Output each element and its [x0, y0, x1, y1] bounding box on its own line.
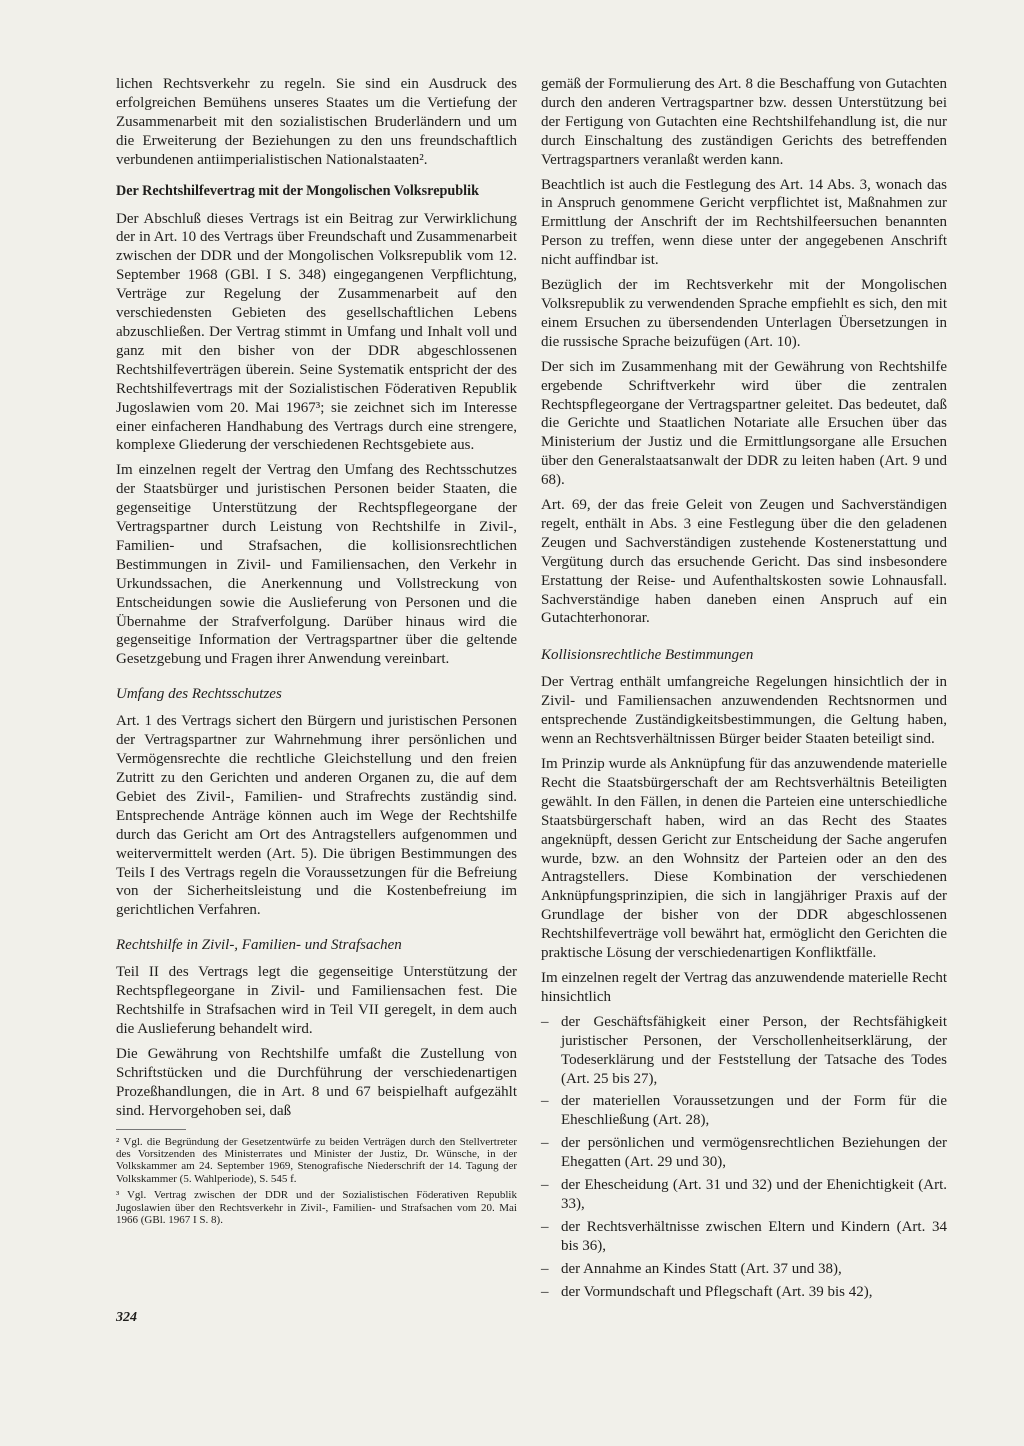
list-item: – der Vormundschaft und Pflegschaft (Art. 39 bis 42),: [541, 1283, 947, 1302]
subsection-heading: Kollisionsrechtliche Bestimmungen: [541, 647, 754, 664]
paragraph: lichen Rechtsverkehr zu regeln. Sie sind ein Ausdruck des erfolgreichen Bemühens unseres Staates um die Vertiefung der Zusammenarbeit mit den sozialistischen Bruderländern und um die Erweiterung der Beziehungen zu den uns freundschaftlich verbundenen antiimperialistischen Nationalstaaten².: [116, 76, 517, 168]
paragraph: Der sich im Zusammenhang mit der Gewährung von Rechtshilfe ergebende Schriftverkehr wird über die zentralen Rechtspflegeorgane der Vertragspartner geleitet. Das bedeutet, daß die Gerichte und Staatlichen Notariate alle Ersuchen über das Ministerium der Justiz und die Ermittlungsorgane alle Ersuchen über den Generalstaatsanwalt der DDR zu leiten haben (Art. 9 und 68).: [541, 358, 947, 489]
paragraph: Die Gewährung von Rechtshilfe umfaßt die Zustellung von Schriftstücken und die Durchführung der verschiedenartigen Prozeßhandlungen, die in Art. 8 und 67 beispielhaft aufgezählt sind. Hervorgehoben sei, daß: [116, 1045, 517, 1119]
right-column: [541, 75, 947, 1305]
paragraph: Der Vertrag enthält umfangreiche Regelungen hinsichtlich der in Zivil- und Familiensachen anzuwendenden Rechtsnormen und entsprechende Zuständigkeitsbestimmungen, die Geltung haben, wenn an Rechtsverhältnissen Bürger beider Staaten beteiligt sind.: [541, 674, 947, 748]
paragraph: Beachtlich ist auch die Festlegung des Art. 14 Abs. 3, wonach das in Anspruch genommene Gericht verpflichtet ist, Maßnahmen zur Ermittlung der Anschrift der im Rechtshilfeersuchen benannten Person zu treffen, wenn diese unter der angegebenen Anschrift nicht auffindbar ist.: [541, 176, 947, 269]
paragraph: Teil II des Vertrags legt die gegenseitige Unterstützung der Rechtspflegeorgane in Zivil- und Familiensachen fest. Die Rechtshilfe in Strafsachen wird in Teil VII geregelt, in dem auch die Auslieferung behandelt wird.: [116, 964, 517, 1037]
page-number: 324: [116, 1310, 137, 1325]
paragraph: Der Abschluß dieses Vertrags ist ein Beitrag zur Verwirklichung der in Art. 10 des Vertrags über Freundschaft und Zusammenarbeit zwischen der DDR und der Mongolischen Volksrepublik vom 12. September 1968 (GBl. I S. 348) eingegangenen Verpflichtung, Verträge zur Regelung der Zusammenarbeit auf den verschiedensten Gebieten des gesellschaftlichen Lebens abzuschließen. Der Vertrag stimmt in Umfang und Inhalt voll und ganz mit den bisher von der DDR abgeschlossenen Rechtshilfeverträgen überein. Seine Systematik entspricht der des Rechtshilfevertrags mit der Sozialistischen Föderativen Republik Jugoslawien vom 20. Mai 1967³; sie zeichnet sich im Interesse einer einfacheren Handhabung des Vertrags durch eine strengere, komplexe Gliederung der verschiedenen Rechtsgebiete aus.: [116, 210, 517, 454]
list-item: – der Annahme an Kindes Statt (Art. 37 und 38),: [541, 1260, 947, 1279]
subsection-heading: Rechtshilfe in Zivil-, Familien- und Strafsachen: [116, 937, 402, 954]
list-item: – der materiellen Voraussetzungen und der Form für die Eheschließung (Art. 28),: [541, 1092, 947, 1130]
paragraph: Bezüglich der im Rechtsverkehr mit der Mongolischen Volksrepublik zu verwendenden Sprache empfiehlt es sich, den mit einem Ersuchen zu übersendenden Unterlagen Übersetzungen in die russische Sprache beizufügen (Art. 10).: [541, 277, 947, 350]
footnote-2: ² Vgl. die Begründung der Gesetzentwürfe zu beiden Verträgen durch den Stellvertreter des Vorsitzenden des Ministerrates und Minister der Justiz, Dr. Wünsche, in der Volkskammer am 24. September 1969, Stenografische Niederschrift der 14. Tagung der Volkskammer (5. Wahlperiode), S. 545 f.: [116, 1135, 517, 1185]
paragraph: gemäß der Formulierung des Art. 8 die Beschaffung von Gutachten durch den anderen Vertragspartner bzw. dessen Unterstützung bei der Fertigung von Gutachten eine Rechtshilfehandlung ist, die nur durch Einschaltung des zuständigen Gerichts des betreffenden Vertragspartners veranlaßt werden kann.: [541, 76, 947, 168]
paragraph: Art. 69, der das freie Geleit von Zeugen und Sachverständigen regelt, enthält in Abs. 3 eine Festlegung über die den geladenen Zeugen und Sachverständigen zustehende Kostenerstattung und Vergütung durch das ersuchende Gericht. Das sind insbesondere Erstattung der Reise- und Aufenthaltskosten sowie Lohnausfall. Sachverständige haben daneben einen Anspruch auf ein Gutachterhonorar.: [541, 497, 947, 627]
list-item: – der Rechtsverhältnisse zwischen Eltern und Kindern (Art. 34 bis 36),: [541, 1218, 947, 1256]
dash-list: [541, 1013, 947, 1302]
paragraph: Im einzelnen regelt der Vertrag den Umfang des Rechtsschutzes der Staatsbürger und juristischen Personen beider Staaten, die gegenseitige Unterstützung der Rechtspflegeorgane der Vertragspartner durch Leistung von Rechtshilfe in Zivil-, Familien- und Strafsachen, die kollisionsrechtlichen Bestimmungen in Zivil- und Familiensachen, den Verkehr in Urkundssachen, die Anerkennung und Vollstreckung von Entscheidungen sowie die Auslieferung von Personen und die Übernahme der Strafverfolgung. Darüber hinaus wird die gegenseitige Information der Vertragspartner über die geltende Gesetzgebung und Fragen ihrer Anwendung vereinbart.: [116, 462, 517, 668]
subsection-heading: Umfang des Rechtsschutzes: [116, 686, 282, 703]
paragraph: Art. 1 des Vertrags sichert den Bürgern und juristischen Personen der Vertragspartner zur Wahrnehmung ihrer persönlichen und Vermögensrechte die rechtliche Gleichstellung und den freien Zutritt zu den Gerichten und anderen Organen zu, die auf dem Gebiet des Zivil-, Familien- und Strafrechts zuständig sind. Entsprechende Anträge können auch im Wege der Rechtshilfe durch das Gericht am Ort des Antragstellers aufgenommen und weitervermittelt werden (Art. 5). Die übrigen Bestimmungen des Teils I des Vertrags regeln die Voraussetzungen für die Befreiung von der Sicherheitsleistung und die Kostenbefreiung im gerichtlichen Verfahren.: [116, 713, 517, 919]
footnote-divider: [116, 1129, 186, 1130]
paragraph: Im einzelnen regelt der Vertrag das anzuwendende materielle Recht hinsichtlich: [541, 969, 947, 1005]
section-heading: Der Rechtshilfevertrag mit der Mongolischen Volksrepublik: [116, 182, 479, 199]
list-item: – der Geschäftsfähigkeit einer Person, der Rechtsfähigkeit juristischer Personen, der Verschollenheitserklärung, der Todeserklärung und der Feststellung der Tatsache des Todes (Art. 25 bis 27),: [541, 1013, 947, 1089]
list-item: – der persönlichen und vermögensrechtlichen Beziehungen der Ehegatten (Art. 29 und 30),: [541, 1134, 947, 1172]
footnote-3: ³ Vgl. Vertrag zwischen der DDR und der Sozialistischen Föderativen Republik Jugoslawien über den Rechtsverkehr in Zivil-, Familien- und Strafsachen vom 20. Mai 1966 (GBl. 1967 I S. 8).: [116, 1189, 517, 1226]
left-column: [116, 75, 517, 1230]
list-item: – der Ehescheidung (Art. 31 und 32) und der Ehenichtigkeit (Art. 33),: [541, 1176, 947, 1214]
paragraph: Im Prinzip wurde als Anknüpfung für das anzuwendende materielle Recht die Staatsbürgerschaft der am Rechtsverhältnis Beteiligten gewählt. In den Fällen, in denen die Parteien eine unterschiedliche Staatsbürgerschaft haben, wird an das Recht des Staates angeknüpft, dessen Gericht zur Entscheidung der Sache angerufen wurde, bzw. an den Wohnsitz der Parteien oder an den des Antragstellers. Diese Kombination der verschiedenen Anknüpfungsprinzipien, die sich in langjähriger Praxis auf der Grundlage der bisher von der DDR abgeschlossenen Rechtshilfeverträge voll bewährt hat, ermöglicht den Gerichten die praktische Lösung der verschiedenartigen Konfliktfälle.: [541, 756, 947, 962]
